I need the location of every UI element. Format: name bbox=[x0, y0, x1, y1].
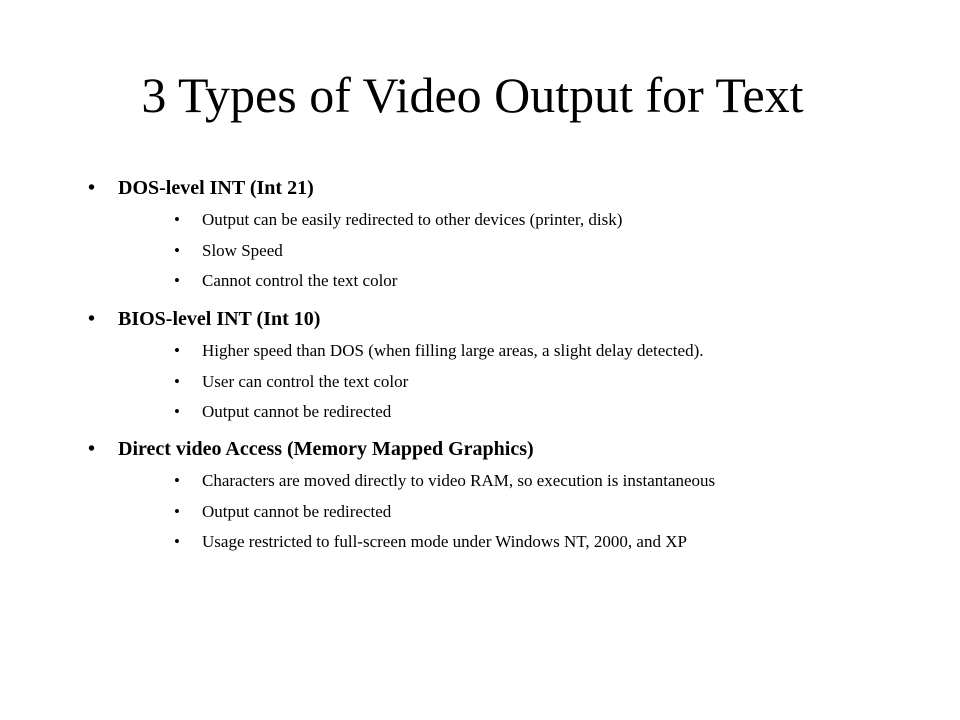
bullet-icon: • bbox=[174, 471, 180, 490]
section-heading bbox=[88, 307, 928, 331]
list-item-text: Slow Speed bbox=[202, 240, 283, 260]
bullet-icon: • bbox=[174, 501, 180, 521]
list-item-text: Usage restricted to full-screen mode under Windows NT, 2000, and XP bbox=[202, 532, 687, 552]
bullet-icon: • bbox=[174, 210, 180, 229]
slide-title: 3 Types of Video Output for Text bbox=[141, 67, 804, 123]
bullet-icon: • bbox=[174, 240, 180, 260]
bullet-icon: • bbox=[174, 271, 180, 291]
list-item bbox=[174, 271, 922, 292]
section-heading bbox=[88, 437, 928, 461]
list-item bbox=[174, 402, 922, 423]
list-item bbox=[174, 471, 922, 492]
list-item bbox=[174, 241, 922, 262]
list-item bbox=[174, 210, 922, 231]
section-heading-text: Direct video Access (Memory Mapped Graphics) bbox=[118, 438, 534, 460]
section-dos-level bbox=[88, 176, 928, 292]
bullet-icon: • bbox=[88, 177, 96, 199]
bullet-icon: • bbox=[88, 438, 96, 460]
section-heading bbox=[88, 176, 928, 200]
bullet-icon: • bbox=[174, 371, 180, 391]
bullet-icon: • bbox=[174, 402, 180, 422]
list-item-text: Characters are moved directly to video RAM, so execution is instantaneous bbox=[202, 471, 716, 490]
list-item-text: Higher speed than DOS (when filling large areas, a slight delay detected). bbox=[202, 341, 704, 360]
list-item-text: Output can be easily redirected to other devices (printer, disk) bbox=[202, 210, 623, 229]
list-item-text: Output cannot be redirected bbox=[202, 501, 392, 521]
section-direct-video bbox=[88, 437, 928, 553]
list-item-text: Output cannot be redirected bbox=[202, 402, 392, 422]
list-item-text: User can control the text color bbox=[202, 371, 409, 391]
list-item-text: Cannot control the text color bbox=[202, 271, 398, 291]
bullet-icon: • bbox=[174, 341, 180, 360]
list-item bbox=[174, 372, 922, 393]
list-item bbox=[174, 341, 922, 362]
bullet-icon: • bbox=[88, 308, 96, 330]
list-item bbox=[174, 502, 922, 523]
section-bios-level bbox=[88, 307, 928, 423]
bullet-icon: • bbox=[174, 532, 180, 552]
list-item bbox=[174, 532, 922, 553]
section-heading-text: BIOS-level INT (Int 10) bbox=[118, 308, 321, 330]
section-heading-text: DOS-level INT (Int 21) bbox=[118, 177, 314, 199]
